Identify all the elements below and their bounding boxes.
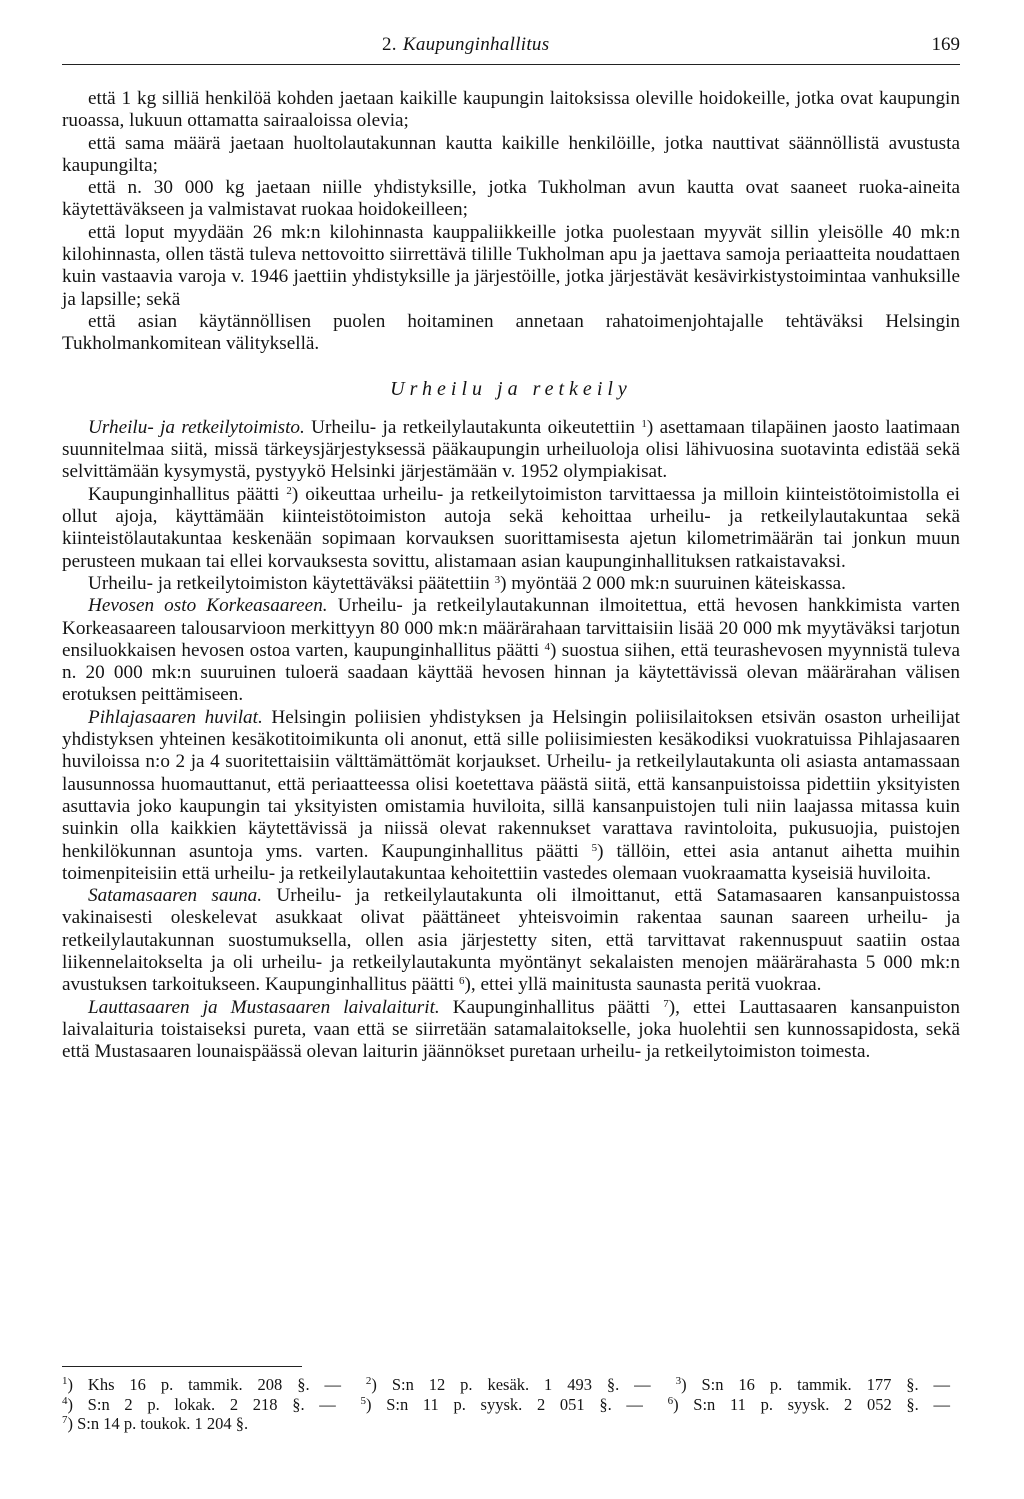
footnote-ref-4: 4 — [544, 640, 550, 653]
footnote-ref-5: 5 — [591, 841, 598, 854]
footnote-text-6: ) S:n 11 p. syysk. 2 052 §. — — [673, 1394, 950, 1414]
urheilu-paragraph-2 — [62, 484, 960, 573]
urheilu-p3-b: ) myöntää 2 000 mk:n suuruinen käteiskassa. — [500, 572, 846, 594]
paragraph-5: että asian käytännöllisen puolen hoitaminen annetaan rahatoimenjohtajalle tehtäväksi Helsingin Tukholmankomitean välityksellä. — [62, 310, 960, 355]
pihlajasaaren-title: Pihlajasaaren huvilat. — [88, 706, 263, 728]
hevosen-paragraph — [62, 595, 960, 706]
footnote-3 — [676, 1375, 950, 1394]
footnote-1 — [62, 1375, 341, 1394]
footnote-text-5: ) S:n 11 p. syysk. 2 051 §. — — [366, 1394, 643, 1414]
lauttasaaren-text-b: ), ettei Lauttasaaren kansanpuiston laivalaituria toistaiseksi pureta, vaan että se siirretään satamalaitokselle, joka huolehtii sen kunnossapidosta, sekä että Mustasaaren lounaispäässä olevan laiturin jäännökset puretaan urheilu- ja retkeilytoimiston toimesta. — [62, 996, 960, 1063]
footnote-ref-6: 6 — [459, 975, 465, 988]
footnote-text-1: ) Khs 16 p. tammik. 208 §. — — [67, 1375, 341, 1394]
footnote-4 — [62, 1395, 336, 1414]
footnote-mark-4: 4 — [62, 1394, 68, 1407]
footnote-rule — [62, 1366, 302, 1367]
pihlajasaaren-paragraph — [62, 707, 960, 885]
footnote-5 — [361, 1395, 643, 1414]
footnote-mark-3: 3 — [675, 1375, 682, 1387]
urheilu-p3-a: Urheilu- ja retkeilytoimiston käytettäväksi päätettiin — [88, 572, 495, 594]
running-header — [62, 34, 960, 64]
footnote-ref-3: 3 — [494, 573, 501, 586]
urheilu-paragraph-1 — [62, 417, 960, 484]
footnote-mark-1: 1 — [62, 1375, 68, 1387]
satamasaaren-text-b: ), ettei yllä mainitusta saunasta peritä vuokraa. — [464, 974, 822, 996]
footnote-mark-7: 7 — [62, 1414, 68, 1426]
footnote-ref-1: 1 — [641, 417, 647, 430]
urheilu-text-b: ) asettamaan tilapäinen jaosto laatimaan suunnitelmaa siitä, missä tärkeysjärjestyksessä pääkaupungin urheiluoloja olisi lähivuosina suotavinta edistää sekä selvittämään kysymystä, pystyykö Helsinki järjestämään v. 1952 olympiakisat. — [62, 416, 961, 483]
page-number: 169 — [931, 34, 960, 55]
urheilu-paragraph-3 — [62, 573, 960, 595]
footnote-text-4: ) S:n 2 p. lokak. 2 218 §. — — [67, 1394, 336, 1414]
page-body — [62, 88, 960, 1063]
footnote-text-7: ) S:n 14 p. toukok. 1 204 §. — [67, 1414, 249, 1433]
header-section-number: 2. — [382, 34, 397, 55]
footnote-mark-2: 2 — [365, 1375, 372, 1387]
section-heading: Urheilu ja retkeily — [390, 377, 632, 400]
footnote-ref-7: 7 — [663, 997, 669, 1010]
paragraph-2: että sama määrä jaetaan huoltolautakunnan kautta kaikille henkilöille, jotka nauttivat säännöllistä avustusta kaupungilta; — [62, 132, 960, 176]
footnote-ref-2: 2 — [286, 484, 292, 497]
lauttasaaren-title: Lauttasaaren ja Mustasaaren laivalaiturit. — [88, 996, 440, 1018]
pihlajasaaren-text-a: Helsingin poliisien yhdistyksen ja Helsingin poliisilaitoksen etsivän osaston urheilijat yhdistyksen yhteinen kesäkotitoimikunta oli anonut, että sille poliisimiesten kesäkodiksi vuokratuissa Pihlajasaaren huviloissa n:o 2 ja 4 suoritettaisiin välttämättömät korjaukset. Urheilu- ja retkeilylautakunta oli asiasta antamassaan lausunnossa huomauttanut, että periaatteessa olisi koetettava päästä siitä, että kansanpuistoissa pidettiin yksityisten asuttavia joko kaupungin tai yksityisten omistamia huviloita, sillä kansanpuistojen tuli niin laajassa mitassa kuin suinkin olla kaikkien käytettävissä ja niissä olevat rakennukset varattava ravintoloita, pukusuojia, puistojen henkilökunnan asuntoja yms. varten. Kaupunginhallitus päätti — [62, 706, 960, 862]
footnote-line-2 — [62, 1395, 960, 1415]
lauttasaaren-paragraph — [62, 997, 960, 1064]
urheilu-text-a: Urheilu- ja retkeilylautakunta oikeutettiin — [304, 416, 642, 438]
satamasaaren-text-a: Urheilu- ja retkeilylautakunta oli ilmoittanut, että Satamasaaren kansanpuistossa vakinaisesti oleskelevat asukkaat olivat päättäneet yhteisvoimin rakentaa saunan saareen urheilu- ja retkeilylautakunnan suostumuksella, ollen asia järjestetty siten, että tarvittavat rakennuspuut saatiin ostaa liikennelaitokselta ja oli urheilu- ja retkeilylautakunta myöntänyt sekalaisten menojen määrärahasta 5 000 mk:n avustuksen tarkoitukseen. Kaupunginhallitus päätti — [62, 885, 960, 996]
pihlajasaaren-text-b: ) tällöin, ettei asia antanut aihetta muihin toimenpiteisiin että urheilu- ja retkeilylautakuntaa kehoitettiin vastedes olemaan vuokraamatta kyseisiä huviloita. — [62, 840, 960, 884]
footnote-7 — [62, 1414, 248, 1433]
urheilu-p2-b: ) oikeuttaa urheilu- ja retkeilytoimiston tarvittaessa ja milloin kiinteistötoimistolla ei ollut ajoja, käyttämään kiinteistötoimiston autoja sekä kehoittaa urheilu- ja retkeilylautakuntaa sekä kiinteistölautakuntaa keskenään sopimaan korvauksen suorittamisesta ajetun kilometrimäärän tai jonkun muun perusteen mukaan tai ellei korvauksesta sovittu, alistamaan asian kaupunginhallituksen ratkaistavaksi. — [62, 483, 960, 572]
footnotes — [62, 1375, 960, 1434]
header-section-title: Kaupunginhallitus — [402, 34, 550, 55]
footnote-text-3: ) S:n 16 p. tammik. 177 §. — — [681, 1375, 951, 1394]
paragraph-1: että 1 kg silliä henkilöä kohden jaetaan kaikille kaupungin laitoksissa oleville hoidokeille, jotka ovat kaupungin ruoassa, lukuun ottamatta sairaaloissa olevia; — [62, 88, 960, 132]
header-title — [382, 34, 682, 56]
urheilu-p2-a: Kaupunginhallitus päätti — [88, 483, 287, 505]
hevosen-title: Hevosen osto Korkeasaareen. — [88, 595, 328, 617]
urheilu-title: Urheilu- ja retkeilytoimisto. — [88, 416, 305, 438]
hevosen-text-a: Urheilu- ja retkeilylautakunnan ilmoitettua, että hevosen hankkimista varten Korkeasaareen talousarvioon merkittyyn 80 000 mk:n määrärahaan tarvittaisiin lisää 20 000 mk myytäväksi tarjotun ensiluokkaisen hevosen ostoa varten, kaupunginhallitus päätti — [62, 595, 960, 661]
satamasaaren-paragraph — [62, 885, 960, 996]
footnote-mark-5: 5 — [360, 1394, 367, 1407]
paragraph-4: että loput myydään 26 mk:n kilohinnasta kauppaliikkeille jotka puolestaan myyvät sillin yleisölle 40 mk:n kilohinnasta, ollen tästä tuleva nettovoitto siirrettävä tilille Tukholman apu ja jaettava samoja periaatteita noudattaen kuin vastaavia varoja v. 1946 jaettiin yhdistyksille ja järjestöille, jotka järjestävät kesävirkistystoimintaa vanhuksille ja lapsille; sekä — [62, 221, 960, 310]
hevosen-text-b: ) suostua siihen, että teurashevosen myynnistä tuleva n. 20 000 mk:n suuruinen tuloerä saadaan käyttää hevosen hinnan ja käytettävissä olevan määrärahan välisen erotuksen peittämiseen. — [62, 639, 960, 706]
footnote-mark-6: 6 — [667, 1394, 674, 1407]
paragraph-3: että n. 30 000 kg jaetaan niille yhdistyksille, jotka Tukholman avun kautta ovat saaneet ruoka-aineita käytettäväkseen ja valmistavat ruokaa hoidokeilleen; — [62, 177, 960, 221]
lauttasaaren-text-a: Kaupunginhallitus päätti — [439, 996, 664, 1018]
footnote-line-1 — [62, 1375, 960, 1395]
footnote-line-3 — [62, 1414, 960, 1434]
footnote-text-2: ) S:n 12 p. kesäk. 1 493 §. — — [371, 1375, 651, 1394]
footnote-6 — [668, 1395, 950, 1414]
footnote-2 — [366, 1375, 651, 1394]
header-rule — [62, 64, 960, 65]
satamasaaren-title: Satamasaaren sauna. — [88, 885, 263, 907]
